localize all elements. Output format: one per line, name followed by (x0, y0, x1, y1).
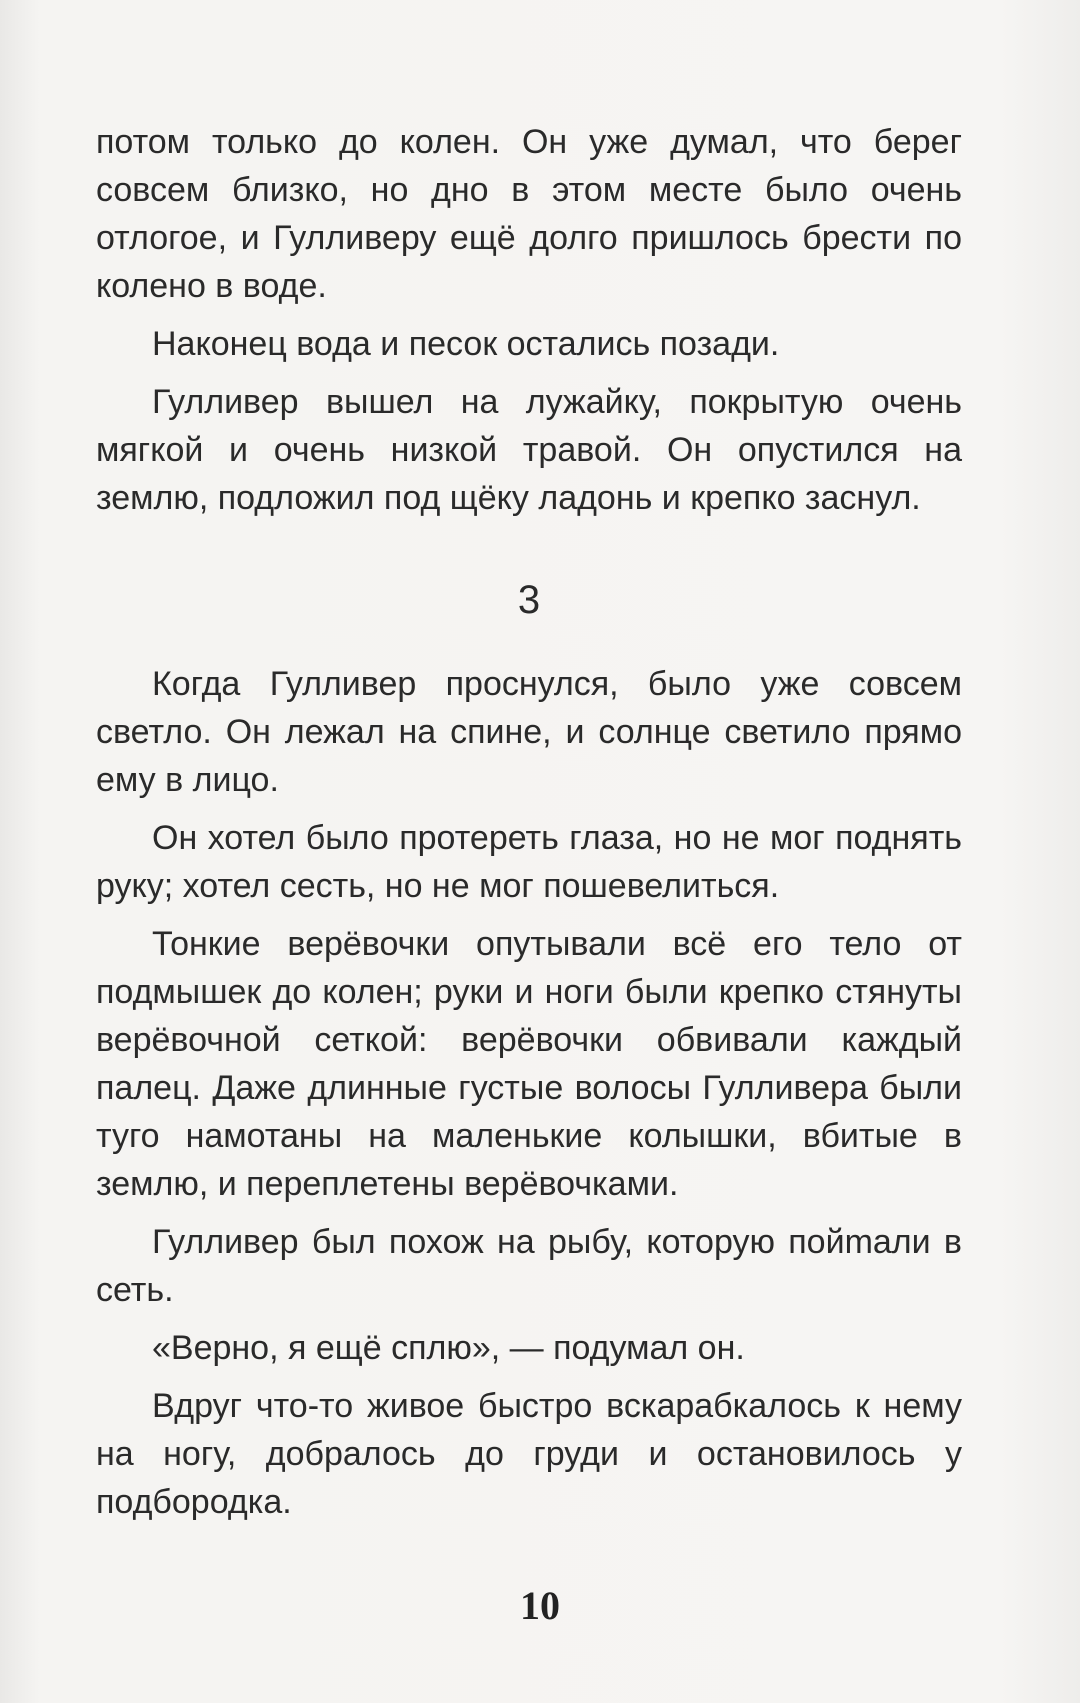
paragraph-8: «Верно, я ещё сплю», — подумал он. (152, 1329, 745, 1367)
page-number: 10 (520, 1583, 560, 1628)
paragraph-2: Наконец вода и песок остались позади. (152, 325, 780, 363)
page-text (96, 118, 962, 1526)
chapter-heading: 3 (517, 578, 541, 622)
paragraph-3: Гулливер вышел на лужайку, покрытую очень мягкой и очень низкой травой. Он опустился на землю, подложил под щёку ладонь и крепко заснул. (96, 383, 962, 517)
paragraph-7: Гулливер был похож на рыбу, которую пойmали в сеть. (96, 1223, 962, 1309)
paragraph-6: Тонкие верёвочки опутывали всё его тело от подмышек до колен; руки и ноги были крепко стянуты верёвочной сеткой: верёвочки обвивали каждый палец. Даже длинные густые волосы Гулливера были туго намотаны на маленькие колышки, вбитые в землю, и переплетены верёвочками. (96, 925, 962, 1203)
paragraph-4: Когда Гулливер проснулся, было уже совсем светло. Он лежал на спине, и солнце светило прямо ему в лицо. (96, 665, 962, 799)
paragraph-9: Вдруг что-то живое быстро вскарабкалось к нему на ногу, добралось до груди и остановилось у подбородка. (96, 1387, 962, 1521)
paragraph-5: Он хотел было протереть глаза, но не мог поднять руку; хотел сесть, но не мог пошевелиться. (96, 819, 962, 905)
paragraph-1: потом только до колен. Он уже думал, что берег совсем близко, но дно в этом месте было очень отлогое, и Гулливеру ещё долго пришлось брести по колено в воде. (96, 123, 962, 305)
